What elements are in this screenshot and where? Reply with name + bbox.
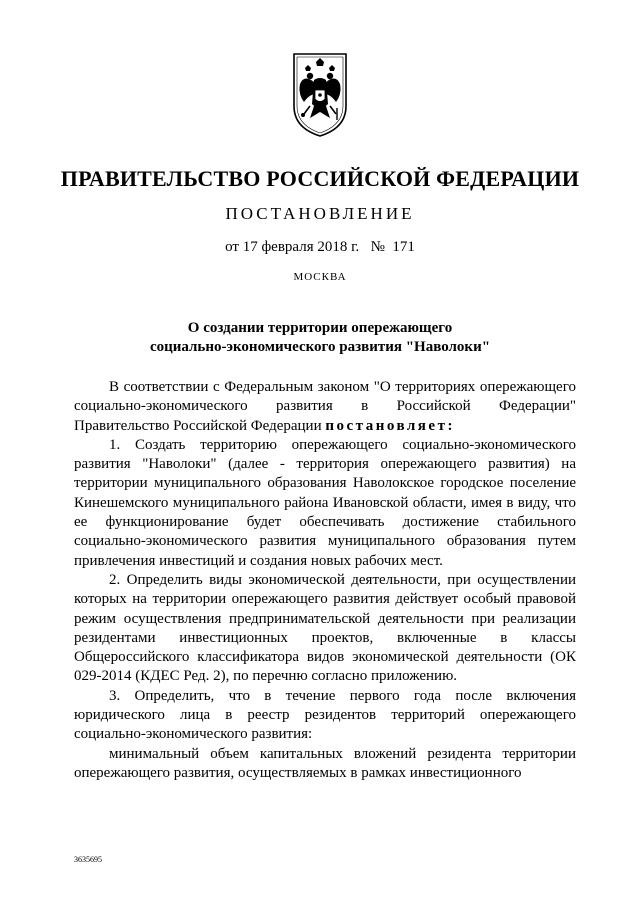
intro-paragraph — [74, 378, 576, 436]
government-title: ПРАВИТЕЛЬСТВО РОССИЙСКОЙ ФЕДЕРАЦИИ — [60, 166, 580, 191]
intro-text: В соответствии с Федеральным законом "О территориях опережающего социально-экономического развития в Российской Федерации" Правительство Российской Федерации — [74, 379, 576, 434]
russian-coat-of-arms-emblem — [274, 48, 366, 140]
date-number-line — [0, 239, 640, 256]
paragraph-3: 3. Определить, что в течение первого года после включения юридического лица в реестр резидентов территорий опережающего социально-экономического развития: — [74, 687, 576, 743]
document-code: 3635695 — [74, 855, 102, 864]
title-line-2: социально-экономического развития "Наволоки" — [149, 339, 491, 355]
document-date: от 17 февраля 2018 г. — [225, 239, 360, 255]
document-title — [0, 319, 640, 357]
paragraph-2: 2. Определить виды экономической деятельности, при осуществлении которых на территории опережающего развития действует особый правовой режим осуществления предпринимательской деятельности при реализации резидентами инвестиционных проектов, включенные в классы Общероссийского классификатора видов экономической деятельности (ОК 029-2014 (КДЕС Ред. 2), по перечню согласно приложению. — [74, 571, 576, 685]
title-line-1: О создании территории опережающего — [187, 320, 453, 336]
number-label: № — [370, 239, 385, 255]
document-type: ПОСТАНОВЛЕНИЕ — [225, 204, 415, 223]
paragraph-4: минимальный объем капитальных вложений резидента территории опережающего развития, осуществляемых в рамках инвестиционного — [74, 745, 576, 781]
paragraph-1: 1. Создать территорию опережающего социально-экономического развития "Наволоки" (далее - территория опережающего развития) на территории муниципального образования Наволокское городское поселение Кинешемского муниципального района Ивановской области, имея в виду, что ее функционирование будет обеспечивать достижение стабильного социально-экономического развития муниципального образования путем привлечения инвестиций и создания новых рабочих мест. — [74, 436, 576, 569]
city-name: МОСКВА — [293, 271, 347, 283]
document-body — [74, 378, 576, 783]
resolves-keyword: постановляет: — [325, 417, 455, 434]
document-number: 171 — [392, 239, 415, 255]
